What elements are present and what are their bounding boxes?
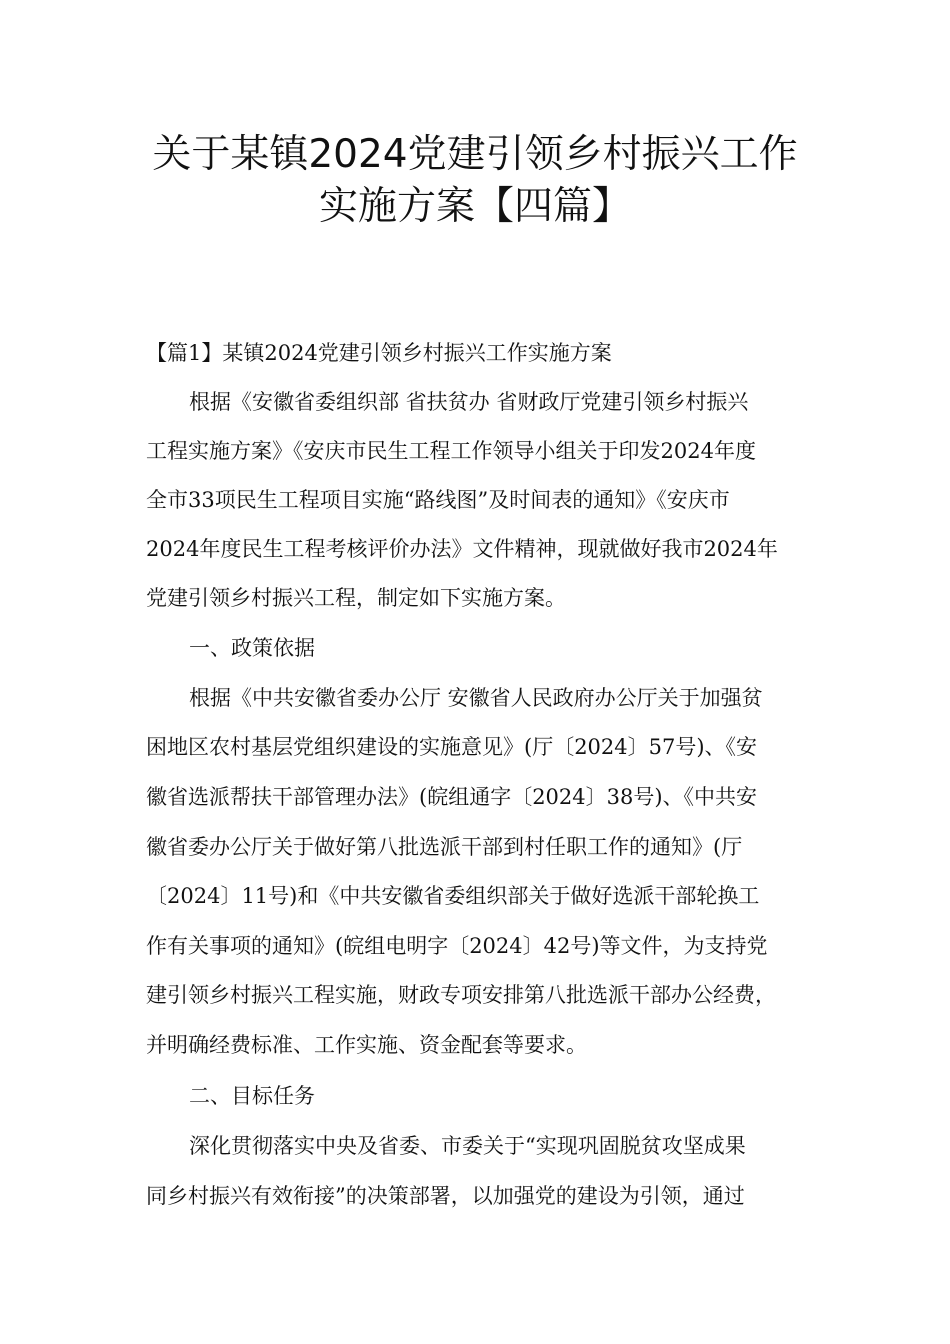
paragraph-line: 根据《安徽省委组织部 省扶贫办 省财政厅党建引领乡村振兴 <box>189 390 749 414</box>
paragraph-line: 同乡村振兴有效衔接”的决策部署，以加强党的建设为引领，通过 <box>146 1184 745 1208</box>
paragraph-line: 作有关事项的通知》(皖组电明字〔2024〕42号)等文件，为支持党 <box>146 934 768 958</box>
paragraph-line: 建引领乡村振兴工程实施，财政专项安排第八批选派干部办公经费， <box>146 983 776 1007</box>
paragraph-line: 全市33项民生工程项目实施“路线图”及时间表的通知》《安庆市 <box>146 488 730 512</box>
paragraph-line: 深化贯彻落实中央及省委、市委关于“实现巩固脱贫攻坚成果 <box>189 1134 746 1158</box>
document-title-line-1: 关于某镇2024党建引领乡村振兴工作 <box>152 132 798 177</box>
paragraph-line: 徽省委办公厅关于做好第八批选派干部到村任职工作的通知》(厅 <box>146 835 743 859</box>
paragraph-line: 工程实施方案》《安庆市民生工程工作领导小组关于印发2024年度 <box>146 439 756 463</box>
paragraph-line: 党建引领乡村振兴工程，制定如下实施方案。 <box>146 586 566 610</box>
paragraph-line: 2024年度民生工程考核评价办法》文件精神，现就做好我市2024年 <box>146 537 778 561</box>
paragraph-line: 并明确经费标准、工作实施、资金配套等要求。 <box>146 1033 587 1057</box>
paragraph-line: 困地区农村基层党组织建设的实施意见》(厅〔2024〕57号)、《安 <box>146 735 758 759</box>
document-title-line-2: 实施方案【四篇】 <box>318 184 631 229</box>
paragraph-line: 根据《中共安徽省委办公厅 安徽省人民政府办公厅关于加强贫 <box>189 686 763 710</box>
paragraph-line: 徽省选派帮扶干部管理办法》(皖组通字〔2024〕38号)、《中共安 <box>146 785 758 809</box>
subheading-policy-basis: 一、政策依据 <box>189 636 315 660</box>
section-heading-part-1: 【篇1】某镇2024党建引领乡村振兴工作实施方案 <box>146 341 612 365</box>
subheading-goals-tasks: 二、目标任务 <box>189 1084 315 1108</box>
paragraph-line: 〔2024〕11号)和《中共安徽省委组织部关于做好选派干部轮换工 <box>146 884 760 908</box>
